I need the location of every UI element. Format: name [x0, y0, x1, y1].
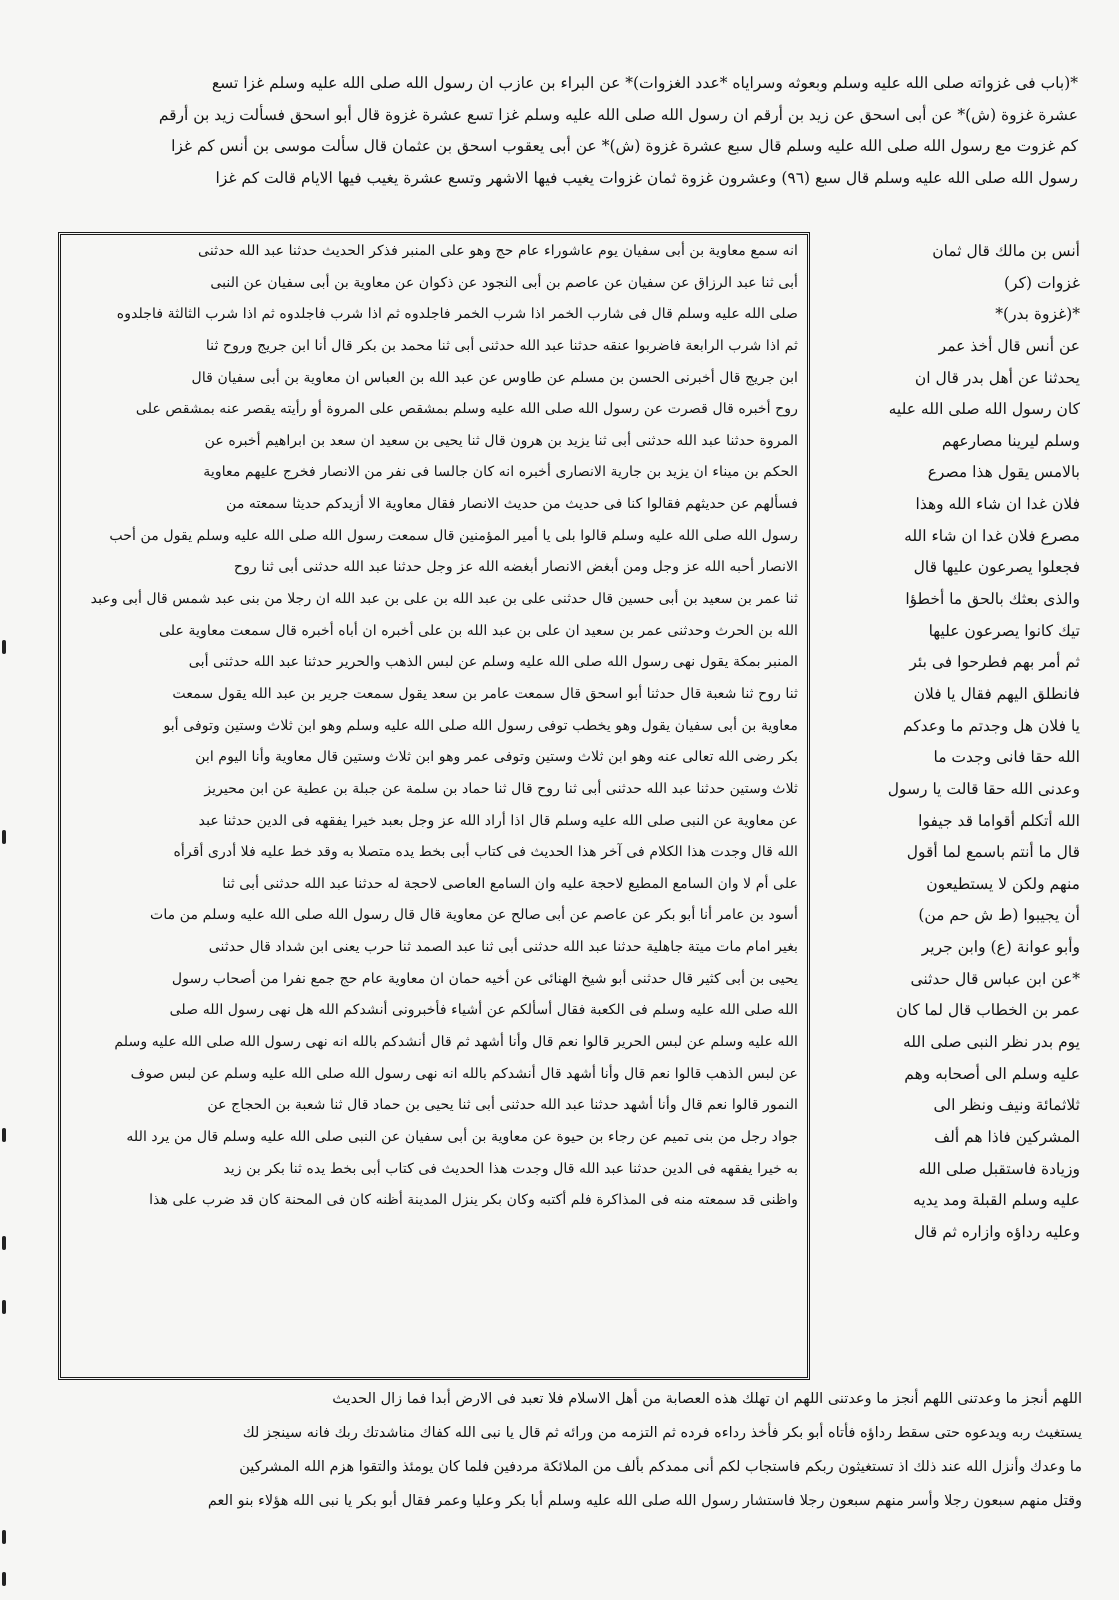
main-line: المنبر بمكة يقول نهى رسول الله صلى الله عليه وسلم عن لبس الذهب والحرير حدثنا عبد الله حدثنى أبى: [188, 654, 798, 671]
main-line: واظنى قد سمعته منه فى المذاكرة فلم أكتبه وكان بكر ينزل المدينة أظنه كان فى المحنة كان قد ضرب على هذا: [149, 1192, 798, 1209]
main-line: ابن جريج قال أخبرنى الحسن بن مسلم عن طاوس عن عبد الله بن العباس ان معاوية بن أبى سفيان قال: [191, 369, 798, 386]
margin-line: *عن ابن عباس قال حدثنى: [910, 969, 1080, 988]
margin-line: غزوات (كر): [1004, 273, 1080, 292]
scan-edge-mark: [2, 1300, 6, 1314]
main-line: فسألهم عن حديثهم فقالوا كنا فى حديث من حديث الانصار فقال معاوية الا أزيدكم حديثا سمعته من: [226, 496, 798, 513]
main-line: الله صلى الله عليه وسلم فى الكعبة فقال أسألكم عن أشياء فأخبرونى أنشدكم الله هل نهى رسول الله صلى: [169, 1002, 798, 1019]
main-line: الانصار أحبه الله عز وجل ومن أبغض الانصار أبغضه الله عز وجل حدثنا عبد الله حدثنى أبى ثنا روح: [233, 559, 798, 576]
main-line: بكر رضى الله تعالى عنه وهو ابن ثلاث وستين وتوفى عمر وهو ابن ثلاث وستين قال معاوية وأنا اليوم ابن: [195, 749, 798, 766]
header-line: رسول الله صلى الله عليه وسلم قال سبع (٩٦) وعشرون غزوة ثمان غزوات يغيب فيها الاشهر وتسع عشرة يغيب فيها الايام قالت كم غزا: [215, 168, 1078, 187]
main-line: ثنا عمر بن سعيد بن أبى حسين قال حدثنى على بن عبد الله بن على بن عبد الله ان رجلا من بنى عبد شمس قال أبى وعبد: [90, 591, 798, 608]
margin-line: منهم ولكن لا يستطيعون: [926, 874, 1080, 893]
margin-line: عن أنس قال أخذ عمر: [938, 336, 1080, 355]
margin-line: يحدثنا عن أهل بدر قال ان: [914, 368, 1080, 387]
margin-line: عمر بن الخطاب قال لما كان: [896, 1001, 1080, 1020]
footer-line: ما وعدك وأنزل الله عند ذلك اذ تستغيثون ربكم فاستجاب لكم أنى ممدكم بألف من الملائكة مردفين فلما كان يومئذ والتقوا هزم الله المشركين: [239, 1459, 1082, 1475]
margin-line: عليه وسلم الى أصحابه وهم: [904, 1064, 1080, 1083]
header-line: كم غزوت مع رسول الله صلى الله عليه وسلم قال سبع عشرة غزوة (ش)* عن أبى يعقوب اسحق بن عثمان قال سألت موسى بن أنس كم غزا: [171, 137, 1078, 155]
margin-line: أن يجيبوا (ط ش حم من): [918, 906, 1080, 925]
margin-line: مصرع فلان غدا ان شاء الله: [904, 526, 1080, 545]
margin-line: وأبو عوانة (ع) وابن جرير: [921, 938, 1080, 957]
main-line: الله بن الحرث وحدثنى عمر بن سعيد ان على بن عبد الله بن على أخبره ان أباه أخبره قال سمعت معاوية على: [158, 622, 798, 639]
margin-line: والذى بعثك بالحق ما أخطؤا: [905, 590, 1080, 609]
margin-line: وعليه رداؤه وازاره ثم قال: [913, 1222, 1080, 1241]
main-line: ثنا روح ثنا شعبة قال حدثنا أبو اسحق قال سمعت عامر بن سعد يقول سمعت جرير بن عبد الله يقول سمعت: [172, 685, 798, 702]
main-line: أسود بن عامر أنا أبو بكر عن عاصم عن أبى صالح عن معاوية قال قال رسول الله صلى الله عليه وسلم من مات: [149, 907, 798, 924]
main-line: النمور قالوا نعم قال وأنا أشهد حدثنا عبد الله حدثنى أبى ثنا يحيى بن حماد قال ثنا شعبة بن الحجاج عن: [207, 1097, 798, 1114]
main-text-block: [82, 236, 798, 1376]
scan-edge-mark: [2, 830, 6, 844]
main-line: جواد رجل من بنى تميم عن رجاء بن حيوة عن معاوية بن أبى سفيان عن النبى صلى الله عليه وسلم قال من يرد الله: [126, 1128, 798, 1145]
margin-line: قال ما أنتم باسمع لما أقول: [906, 843, 1080, 862]
margin-line: فجعلوا يصرعون عليها قال: [913, 558, 1080, 577]
header-text-block: [48, 68, 1078, 194]
margin-line: وعدنى الله حقا قالت يا رسول: [887, 779, 1080, 798]
margin-line: ثلاثمائة ونيف ونظر الى: [933, 1096, 1080, 1115]
margin-line: وزيادة فاستقبل صلى الله: [918, 1159, 1080, 1178]
main-line: المروة حدثنا عبد الله حدثنى أبى ثنا يزيد بن هرون قال ثنا يحيى بن سعيد ان سعد بن ابراهيم أخبره عن: [204, 432, 798, 449]
main-line: يحيى بن أبى كثير قال حدثنى أبو شيخ الهنائى عن أخيه حمان ان معاوية عام حج جمع نفرا من أصحاب رسول: [171, 970, 798, 987]
main-line: به خيرا يفقهه فى الدين حدثنا عبد الله قال وجدت هذا الحديث فى كتاب أبى بخط يده ثنا بكر بن زيد: [223, 1160, 798, 1177]
main-line: عن لبس الذهب قالوا نعم قال وأنا أشهد قال أنشدكم بالله انه نهى رسول الله صلى الله عليه وسلم عن لبس صوف: [130, 1065, 798, 1082]
margin-line: عليه وسلم القبلة ومد يديه: [913, 1191, 1080, 1210]
footer-line: اللهم أنجز ما وعدتنى اللهم أنجز ما وعدتنى اللهم ان تهلك هذه العصابة من أهل الاسلام فلا تعبد فى الارض أبدا فما زال الحديث: [332, 1391, 1082, 1407]
margin-line: كان رسول الله صلى الله عليه: [888, 400, 1080, 419]
margin-line: أنس بن مالك قال ثمان: [932, 242, 1080, 260]
main-line: صلى الله عليه وسلم قال فى شارب الخمر اذا شرب الخمر فاجلدوه ثم اذا شرب فاجلدوه ثم اذا شرب الثالثة فاجلدوه: [116, 306, 798, 323]
footer-text-block: [52, 1382, 1082, 1518]
scan-edge-mark: [2, 1530, 6, 1544]
main-line: الله عليه وسلم عن لبس الحرير قالوا نعم قال وأنا أشهد ثم قال أنشدكم بالله انه نهى رسول الله صلى الله عليه وسلم: [114, 1034, 798, 1051]
margin-line: المشركين فاذا هم ألف: [934, 1127, 1080, 1146]
main-line: أبى ثنا عبد الرزاق عن سفيان عن عاصم بن أبى النجود عن ذكوان عن معاوية بن أبى سفيان عن النبى: [210, 274, 798, 291]
main-line: بغير امام مات ميتة جاهلية حدثنا عبد الله حدثنى أبى ثنا عبد الصمد ثنا حرب يعنى ابن شداد قال حدثنى: [208, 939, 798, 956]
header-line: *(باب فى غزواته صلى الله عليه وسلم وبعوثه وسراياه *عدد الغزوات)* عن البراء بن عازب ان رسول الله صلى الله عليه وسلم غزا تسع: [211, 74, 1078, 92]
main-line: معاوية بن أبى سفيان يقول وهو يخطب توفى رسول الله صلى الله عليه وسلم وهو ابن ثلاث وستين وتوفى أبو: [163, 717, 798, 734]
main-line: الحكم بن ميناء ان يزيد بن جارية الانصارى أخبره انه كان جالسا فى نفر من الانصار فخرج عليهم معاوية: [203, 464, 798, 481]
main-line: روح أخبره قال قصرت عن رسول الله صلى الله عليه وسلم بمشقص على المروة أو رأيته يقصر عنه بمشقص على: [135, 401, 798, 418]
margin-line: فانطلق اليهم فقال يا فلان: [913, 684, 1080, 703]
margin-line: ثم أمر بهم فطرحوا فى بئر: [909, 653, 1080, 672]
main-line: ثلاث وستين حدثنا عبد الله حدثنى أبى ثنا روح قال ثنا حماد بن سلمة عن جبلة بن عطية عن ابن محيريز: [204, 780, 798, 797]
footer-line: وقتل منهم سبعون رجلا وأسر منهم سبعون رجلا فاستشار رسول الله صلى الله عليه وسلم أبا بكر وعليا وعمر فقال أبو بكر يا نبى الله هؤلاء بنو العم: [207, 1493, 1082, 1509]
margin-line: *(غزوة بدر)*: [995, 305, 1080, 324]
margin-line: وسلم ليرينا مصارعهم: [941, 431, 1080, 450]
main-line: على أم لا وان السامع المطيع لاحجة عليه وان السامع العاصى لاحجة له حدثنا عبد الله حدثنى أبى ثنا: [222, 875, 798, 892]
margin-line: الله أتكلم أقواما قد جيفوا: [918, 811, 1080, 830]
margin-line: تيك كانوا يصرعون عليها: [928, 621, 1080, 640]
main-line: انه سمع معاوية بن أبى سفيان يوم عاشوراء عام حج وهو على المنبر فذكر الحديث حدثنا عبد الله حدثنى: [198, 243, 798, 259]
margin-line: فلان غدا ان شاء الله وهذا: [915, 495, 1080, 514]
margin-line: الله حقا فانى وجدت ما: [933, 748, 1080, 767]
main-line: ثم اذا شرب الرابعة فاضربوا عنقه حدثنا عبد الله حدثنى أبى ثنا محمد بن بكر قال أنا ابن جريج وروح ثنا: [205, 337, 798, 354]
margin-line: يوم بدر نظر النبى صلى الله: [902, 1033, 1080, 1052]
header-line: عشرة غزوة (ش)* عن أبى اسحق عن زيد بن أرقم ان رسول الله صلى الله عليه وسلم غزا تسع عشرة غزوة قال أبو اسحق فسألت زيد بن أرقم: [158, 105, 1078, 124]
scan-edge-mark: [2, 1572, 6, 1586]
footer-line: يستغيث ربه ويدعوه حتى سقط رداؤه فأتاه أبو بكر فأخذ رداءه فرده ثم التزمه من ورائه ثم قال يا نبى الله كفاك مناشدتك ربك فانه سينجز لك: [242, 1425, 1082, 1441]
main-line: رسول الله صلى الله عليه وسلم قالوا بلى يا أمير المؤمنين قال سمعت رسول الله صلى الله عليه وسلم يقول من أحب: [109, 527, 798, 544]
margin-line: بالامس يقول هذا مصرع: [927, 463, 1080, 482]
main-line: عن معاوية عن النبى صلى الله عليه وسلم قال اذا أراد الله عز وجل بعبد خيرا يفقهه فى الدين حدثنا عبد: [198, 812, 798, 829]
scan-edge-mark: [2, 1128, 6, 1142]
scan-edge-mark: [2, 640, 6, 654]
main-line: الله قال وجدت هذا الكلام فى آخر هذا الحديث فى كتاب أبى بخط يده متصلا به وقد خط عليه فلا أدرى أقرأه: [173, 844, 798, 861]
margin-text-block: [822, 236, 1080, 1376]
margin-line: يا فلان هل وجدتم ما وعدكم: [902, 716, 1080, 735]
scan-edge-mark: [2, 1236, 6, 1250]
